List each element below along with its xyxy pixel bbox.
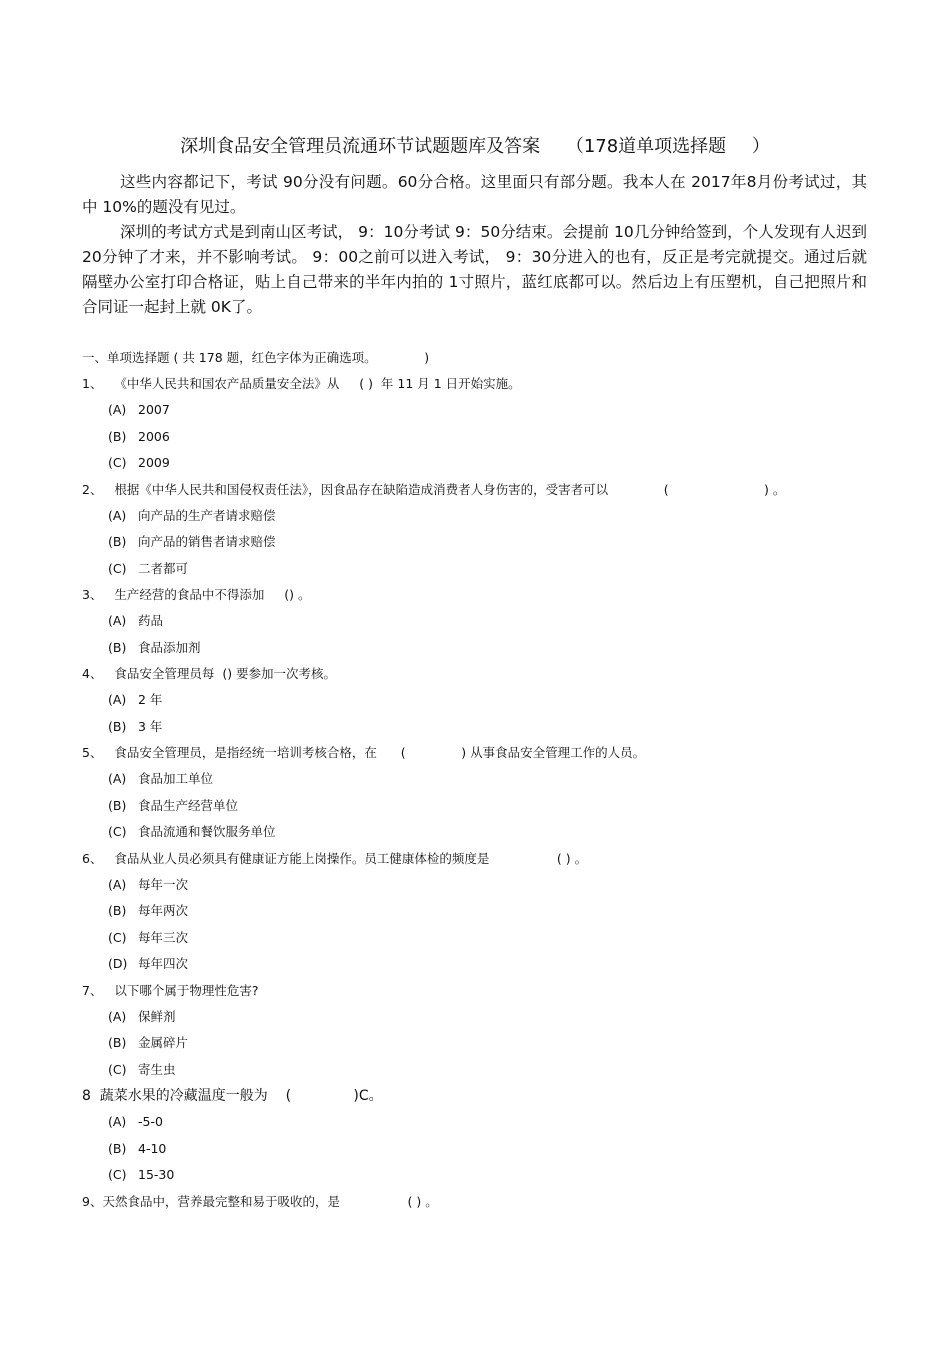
option-text: 向产品的生产者请求赔偿 — [138, 507, 276, 523]
option-text: 食品添加剂 — [138, 639, 201, 655]
answer-option — [82, 638, 872, 665]
intro-section — [82, 170, 867, 320]
option-key: (C) — [108, 929, 127, 945]
option-text: 寄生虫 — [138, 1061, 176, 1077]
option-text: 每年两次 — [138, 903, 189, 918]
option-key: (B) — [108, 718, 127, 734]
option-text: 金属碎片 — [138, 1035, 189, 1050]
option-text: 15-30 — [138, 1167, 175, 1182]
answer-option — [82, 769, 872, 796]
question-block — [82, 981, 872, 1087]
option-key: (B) — [108, 534, 127, 549]
option-text: 向产品的销售者请求赔偿 — [138, 534, 276, 549]
option-text: 保鲜剂 — [138, 1008, 176, 1024]
question-block — [82, 1086, 872, 1192]
answer-option — [82, 954, 872, 981]
option-key: (B) — [108, 428, 127, 444]
question-text: 5、 食品安全管理员，是指经统一培训考核合格，在 ( ) 从事食品安全管理工作的人员。 — [82, 745, 646, 760]
option-text: 食品流通和餐饮服务单位 — [138, 824, 276, 839]
option-key: (B) — [108, 1035, 127, 1050]
option-key: (D) — [108, 956, 128, 971]
option-text: 每年三次 — [138, 929, 189, 945]
question-text: 4、 食品安全管理员每 () 要参加一次考核。 — [82, 666, 337, 681]
question-list — [82, 348, 872, 1218]
option-text: 食品加工单位 — [138, 771, 214, 786]
question-text: 2、 根据《中华人民共和国侵权责任法》，因食品存在缺陷造成消费者人身伤害的，受害者可以 ( ) 。 — [82, 481, 786, 497]
option-key: (A) — [108, 402, 127, 417]
option-key: (C) — [108, 560, 127, 576]
option-text: 3 年 — [138, 718, 163, 734]
option-text: 药品 — [138, 613, 164, 628]
option-key: (C) — [108, 455, 127, 470]
answer-option — [82, 506, 872, 533]
question-text: 7、 以下哪个属于物理性危害? — [82, 982, 259, 998]
answer-option — [82, 1139, 872, 1166]
option-key: (B) — [108, 639, 127, 655]
option-key: (B) — [108, 797, 127, 813]
question-text: 3、 生产经营的食品中不得添加 () 。 — [82, 587, 311, 602]
question-block — [82, 743, 872, 849]
answer-option — [82, 427, 872, 454]
option-key: (A) — [108, 1114, 127, 1129]
option-key: (C) — [108, 1061, 127, 1077]
option-key: (A) — [108, 1008, 127, 1024]
answer-option — [82, 1165, 872, 1192]
answer-option — [82, 796, 872, 823]
option-key: (A) — [108, 613, 127, 628]
option-text: 食品生产经营单位 — [138, 797, 239, 813]
intro-paragraph: 这些内容都记下，考试 90分没有问题。60分合格。这里面只有部分题。我本人在 2017年8月份考试过，其中 10%的题没有见过。 — [82, 173, 867, 216]
option-text: 每年四次 — [138, 956, 189, 971]
answer-option — [82, 1060, 872, 1087]
answer-option — [82, 875, 872, 902]
option-text: 二者都可 — [138, 560, 189, 576]
option-key: (C) — [108, 1167, 127, 1182]
answer-option — [82, 822, 872, 849]
option-text: 每年一次 — [138, 876, 189, 892]
question-block — [82, 585, 872, 664]
option-key: (A) — [108, 876, 127, 892]
option-key: (A) — [108, 692, 127, 707]
question-block — [82, 374, 872, 480]
answer-option — [82, 559, 872, 586]
option-key: (A) — [108, 771, 127, 786]
question-text: 1、 《中华人民共和国农产品质量安全法》从 ( ) 年 11 月 1 日开始实施。 — [82, 376, 521, 391]
answer-option — [82, 1007, 872, 1034]
question-block — [82, 480, 872, 586]
option-text: 2006 — [138, 428, 170, 444]
section-heading: 一、单项选择题 ( 共 178 题，红色字体为正确选项。 ) — [82, 350, 430, 365]
question-block — [82, 1192, 872, 1218]
answer-option — [82, 1033, 872, 1060]
answer-option — [82, 400, 872, 427]
option-text: 2 年 — [138, 692, 163, 707]
option-text: 4-10 — [138, 1140, 167, 1156]
answer-option — [82, 1112, 872, 1139]
answer-option — [82, 901, 872, 928]
document-title: 深圳食品安全管理员流通环节试题题库及答案 （178道单项选择题 ） — [180, 136, 770, 157]
question-block — [82, 849, 872, 981]
option-key: (B) — [108, 1140, 127, 1156]
question-text: 6、 食品从业人员必须具有健康证方能上岗操作。员工健康体检的频度是 ( ) 。 — [82, 850, 588, 866]
question-block — [82, 664, 872, 743]
answer-option — [82, 717, 872, 744]
option-key: (B) — [108, 903, 127, 918]
option-text: 2009 — [138, 455, 170, 470]
answer-option — [82, 928, 872, 955]
question-text: 9、天然食品中，营养最完整和易于吸收的，是 ( ) 。 — [82, 1193, 438, 1209]
option-text: 2007 — [138, 402, 170, 417]
answer-option — [82, 611, 872, 638]
option-text: -5-0 — [138, 1114, 163, 1129]
question-text: 8 蔬菜水果的冷藏温度一般为 ( )C。 — [82, 1088, 383, 1104]
answer-option — [82, 690, 872, 717]
answer-option — [82, 453, 872, 480]
option-key: (A) — [108, 507, 127, 523]
intro-paragraph: 深圳的考试方式是到南山区考试， 9：10分考试 9：50分结束。会提前 10几分钟给签到，个人发现有人迟到 20分钟了才来，并不影响考试。 9：00之前可以进入考试， 9：30分进入的也有，反正是考完就提交。通过后就隔壁办公室打印合格证，贴上自己带来的半年内拍的 1寸照片，蓝红底都可以。然后边上有压塑机，自己把照片和合同证一起封上就 0K了。 — [82, 223, 867, 316]
option-key: (C) — [108, 824, 127, 839]
answer-option — [82, 532, 872, 559]
